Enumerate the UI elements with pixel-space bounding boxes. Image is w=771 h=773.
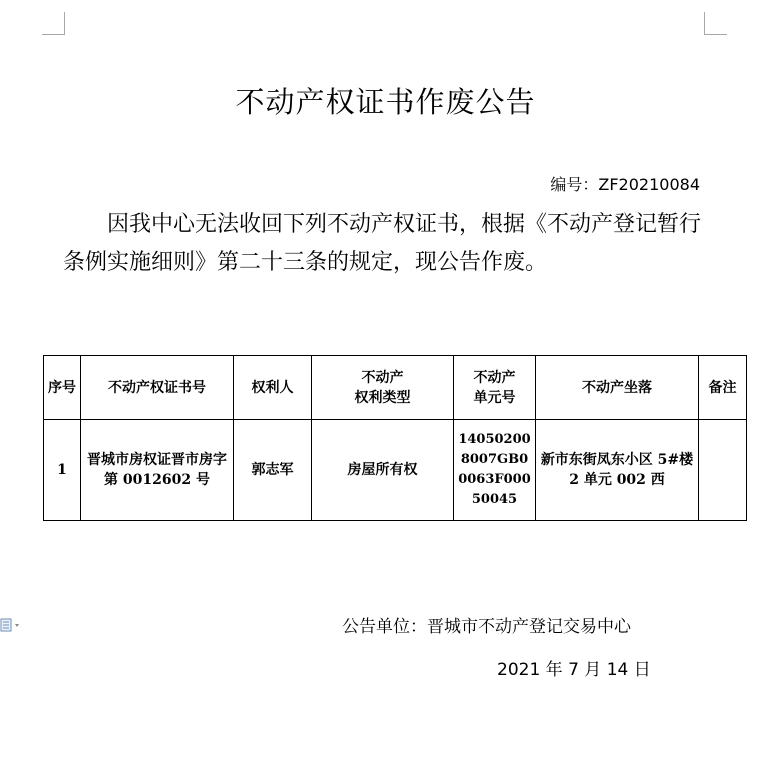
document-title: 不动产权证书作废公告 — [235, 85, 536, 119]
header-right-type — [312, 356, 454, 420]
crop-mark-top-left — [42, 12, 65, 35]
header-location: 不动产坐落 — [536, 356, 699, 420]
cell-location: 新市东街凤东小区 5#楼 2 单元 002 西 — [536, 420, 699, 521]
header-right-type-line2: 权利类型 — [354, 389, 411, 406]
table-header-row — [44, 356, 747, 420]
document-number: 编号：ZF20210084 — [550, 175, 700, 194]
announcement-body: 因我中心无法收回下列不动产权证书，根据《不动产登记暂行条例实施细则》第二十三条的规定，现公告作废。 — [63, 212, 702, 275]
header-cert-no: 不动产权证书号 — [81, 356, 234, 420]
crop-mark-top-right — [704, 12, 727, 35]
cell-unit-no: 140502008007GB00063F00050045 — [454, 420, 536, 521]
header-seq: 序号 — [44, 356, 81, 420]
announcement-date: 2021 年 7 月 14 日 — [497, 660, 651, 680]
header-right-type-line1: 不动产 — [361, 369, 404, 386]
certificate-table — [43, 355, 747, 521]
cell-cert-no: 晋城市房权证晋市房字第 0012602 号 — [81, 420, 234, 521]
cell-right-type: 房屋所有权 — [312, 420, 454, 521]
header-unit-no-line1: 不动产 — [473, 369, 516, 386]
document-layout-icon[interactable] — [0, 617, 22, 631]
header-remark: 备注 — [699, 356, 747, 420]
table-row — [44, 420, 747, 521]
header-unit-no-line2: 单元号 — [473, 389, 516, 406]
cell-remark — [699, 420, 747, 521]
cell-seq: 1 — [44, 420, 81, 521]
cell-holder: 郭志军 — [234, 420, 312, 521]
announcing-unit: 公告单位：晋城市不动产登记交易中心 — [342, 617, 631, 637]
header-holder: 权利人 — [234, 356, 312, 420]
header-unit-no — [454, 356, 536, 420]
